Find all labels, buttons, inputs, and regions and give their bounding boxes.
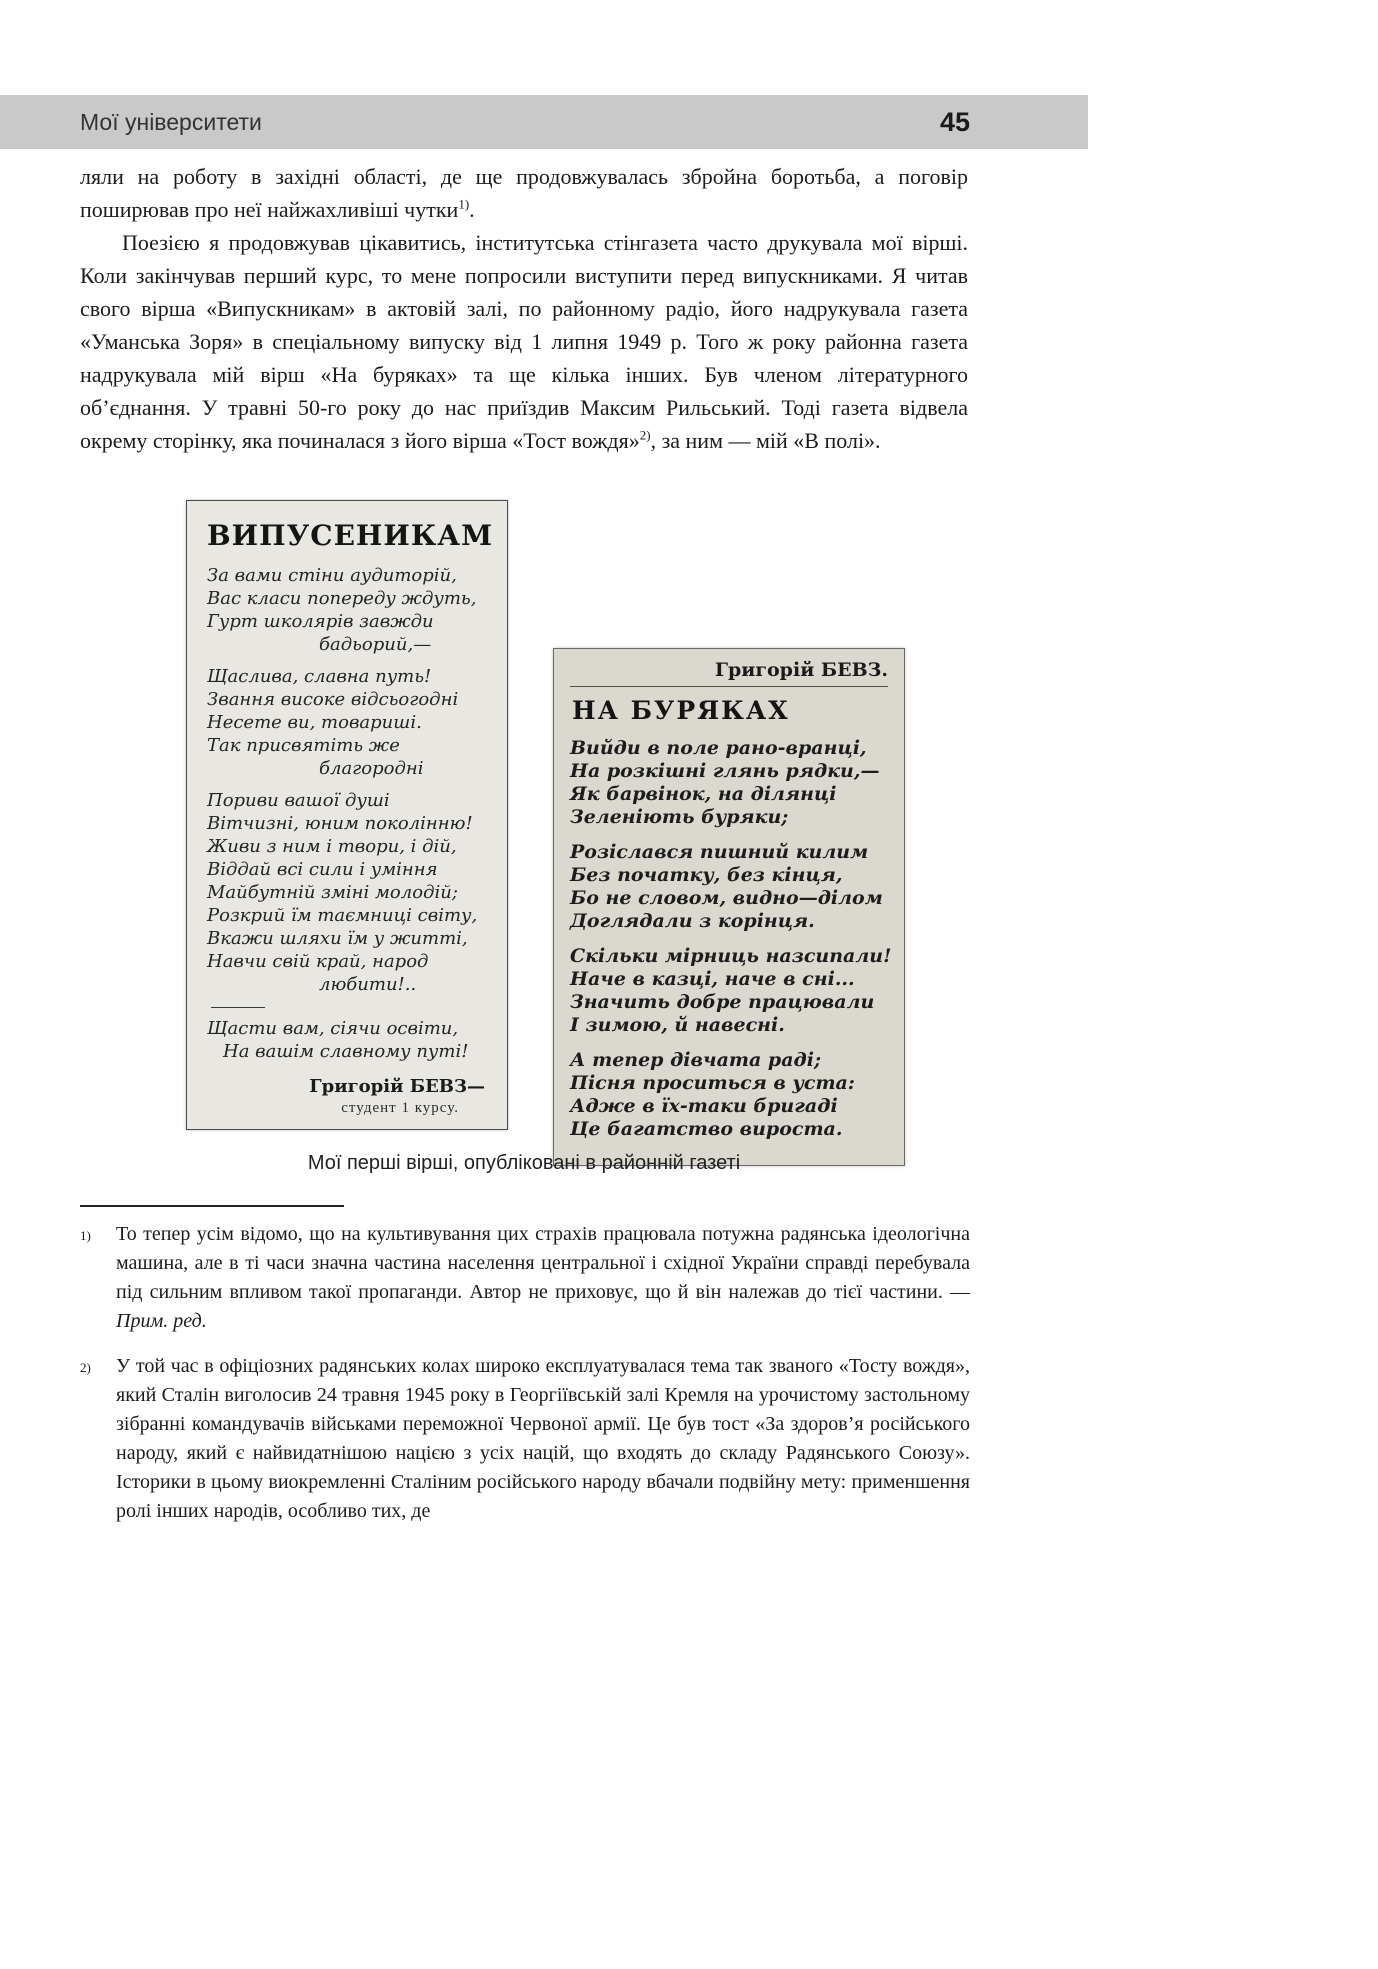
page-header: [0, 95, 1088, 149]
poem-line: Пориви вашої душі: [207, 790, 390, 811]
poem-line: На вашім славному путі!: [223, 1041, 469, 1062]
footnote-text: То тепер усім відомо, що на культивування цих страхів працювала потужна радянська ідеологічна машина, але в ті часи значна частина населення центральної і східної України справді перебувала під сильним впливом такої пропаганди. Автор не приховує, що й він належав до тієї частини. —: [116, 1223, 970, 1303]
poem-line: Розіслався пишний килим: [570, 841, 869, 863]
poem-line: Наче в казці, наче в сні...: [570, 968, 855, 990]
paragraph-text: Поезією я продовжував цікавитись, інститутська стінгазета часто друкувала мої вірші. Коли закінчував перший курс, то мене попросили виступити перед випускниками. Я читав свого вірша «Випускникам» в актовій залі, по районному радіо, його надрукувала газета «Уманська Зоря» в спеціальному випуску від 1 липня 1949 р. Того ж року районна газета надрукувала мій вірш «На буряках» та ще кілька інших. Був членом літературного об’єднання. У травні 50-го року до нас приїздив Максим Рильський. Тоді газета відвела окрему сторінку, яка починалася з його вірша «Тост вождя»: [80, 230, 968, 453]
poem-line: Навчи свій край, народ: [207, 951, 429, 972]
poem-line: бадьорий,—: [319, 634, 432, 655]
paragraph-text-end: .: [469, 197, 475, 222]
poem-signature: Григорій БЕВЗ—: [309, 1076, 485, 1097]
poem-line: Щасти вам, сіячи освіти,: [207, 1018, 459, 1039]
footnote-1: [80, 1220, 970, 1336]
poem-line: Віддай всі сили і уміння: [207, 859, 438, 880]
footnote-ref-2: 2): [639, 427, 651, 443]
paragraph-continuation: [80, 160, 968, 226]
clipping-title: ВИПУСЕНИКАМ: [207, 519, 494, 552]
poem-line: Гурт школярів завжди: [207, 611, 434, 632]
footnote-separator: [80, 1205, 344, 1207]
poem-line: Вітчизні, юним поколінню!: [207, 813, 473, 834]
footnote-marker-1: 1): [80, 1228, 91, 1243]
poem-line: Пісня проситься в уста:: [570, 1072, 855, 1094]
paragraph-text-end: , за ним — мій «В полі».: [650, 428, 881, 453]
poem-line: Розкрий їм таємниці світу,: [207, 905, 478, 926]
footnote-ref-1: 1): [458, 196, 470, 212]
poem-line: Майбутній зміні молодій;: [207, 882, 458, 903]
poem-stanza: [570, 737, 888, 829]
poem-line: Без початку, без кінця,: [570, 864, 843, 886]
footnote-text: У той час в офіціозних радянських колах широко експлуатувалася тема так званого «Тосту вождя», який Сталін виголосив 24 травня 1945 року в Георгіївській залі Кремля на урочистому застольному зібранні командувачів військами переможної Червоної армії. Це був тост «За здоров’я російського народу, який є найвидатнішою нацією з усіх націй, що входять до складу Радянського Союзу». Історики в цьому виокремленні Сталіним російського народу вбачали подвійну мету: применшення ролі інших народів, особливо тих, де: [116, 1355, 970, 1522]
poem-line: Це багатство вироста.: [570, 1118, 843, 1140]
poem-stanza: [570, 945, 892, 1037]
poem-line: Вас класи попереду ждуть,: [207, 588, 477, 609]
poem-line: Доглядали з корінця.: [570, 910, 815, 932]
clipping-byline: Григорій БЕВЗ.: [570, 659, 888, 687]
poem-line: За вами стіни аудиторій,: [207, 565, 457, 586]
footnote-marker-2: 2): [80, 1360, 91, 1375]
page-number: 45: [939, 106, 970, 137]
footnote-emphasis: Прим. ред.: [116, 1310, 207, 1332]
poem-line: любити!..: [319, 974, 417, 995]
running-title: Мої університети: [80, 108, 262, 135]
paragraph-main: [80, 226, 968, 457]
poem-line: Вкажи шляхи їм у житті,: [207, 928, 468, 949]
poem-na-buriakakh: [570, 737, 892, 1141]
poem-line: Скільки мірниць назсипали!: [570, 945, 892, 967]
clipping-title: НА БУРЯКАХ: [572, 696, 790, 725]
poem-line: Значить добре працювали: [570, 991, 875, 1013]
newspaper-clipping-vypusknykam: [186, 500, 508, 1130]
poem-line: Зеленіють буряки;: [570, 806, 789, 828]
poem-divider: [211, 1007, 265, 1008]
poem-line: Так присвятіть же: [207, 735, 400, 756]
poem-line: Щаслива, славна путь!: [207, 666, 432, 687]
poem-line: Як барвінок, на ділянці: [570, 783, 837, 805]
poem-line: Звання високе відсьогодні: [207, 689, 459, 710]
poem-line: благородні: [319, 758, 424, 779]
figure-caption: Мої перші вірші, опубліковані в районній газеті: [307, 1152, 741, 1174]
poem-stanza: [570, 841, 888, 933]
poem-line: Бо не словом, видно—ділом: [570, 887, 883, 909]
poem-line: І зимою, й навесні.: [570, 1014, 785, 1036]
poem-line: Несете ви, товариші.: [207, 712, 422, 733]
poem-signature-role: студент 1 курсу.: [341, 1100, 459, 1116]
poem-line: Адже в їх-таки бригаді: [570, 1095, 838, 1117]
paragraph-text: ляли на роботу в західні області, де ще продовжувалась збройна боротьба, а поговір поширював про неї найжахливіші чутки: [80, 164, 968, 222]
poem-line: Вийди в поле рано-вранці,: [570, 737, 867, 759]
poem-line: Живи з ним і твори, і дій,: [207, 836, 457, 857]
footnote-2: [80, 1352, 970, 1526]
poem-stanza: [570, 1049, 888, 1141]
poem-vypusknykam: [207, 564, 489, 1063]
newspaper-clipping-na-buriakakh: [553, 648, 905, 1166]
poem-line: А тепер дівчата раді;: [570, 1049, 821, 1071]
poem-line: На розкішні глянь рядки,—: [570, 760, 880, 782]
